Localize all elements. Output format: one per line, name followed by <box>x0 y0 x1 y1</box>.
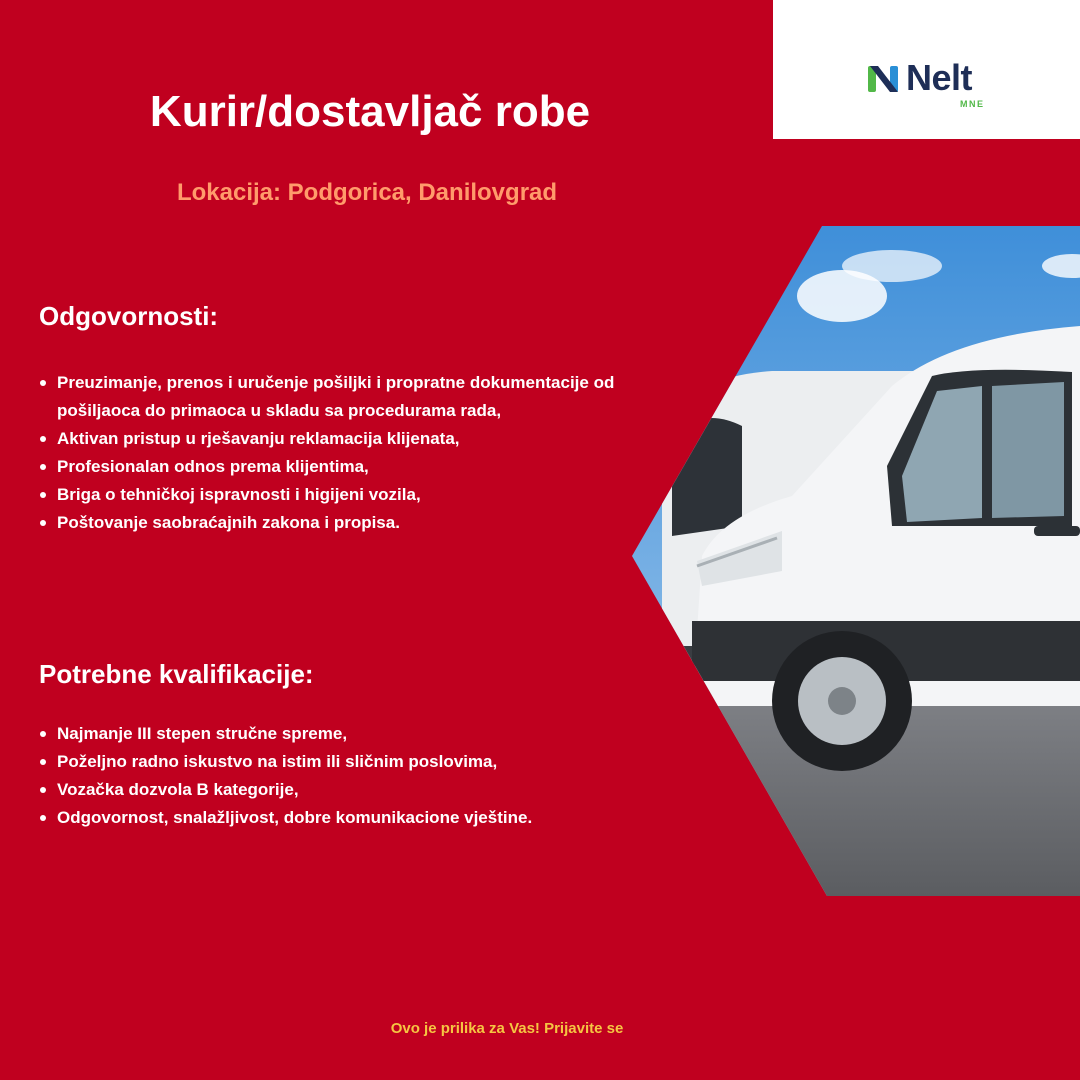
logo-box <box>773 0 1080 139</box>
list-item: Aktivan pristup u rješavanju reklamacija klijenata, <box>39 425 617 453</box>
nelt-logo-icon <box>866 62 900 96</box>
list-item: Najmanje III stepen stručne spreme, <box>39 720 532 748</box>
list-item: Preuzimanje, prenos i uručenje pošiljki i propratne dokumentacije od pošiljaoca do primaoca u skladu sa procedurama rada, <box>39 369 617 425</box>
job-location: Lokacija: Podgorica, Danilovgrad <box>176 179 558 206</box>
responsibilities-heading: Odgovornosti: <box>39 301 219 331</box>
qualifications-heading: Potrebne kvalifikacije: <box>39 659 314 689</box>
job-title: Kurir/dostavljač robe <box>149 87 591 136</box>
responsibilities-list <box>39 369 617 537</box>
logo-wordmark: Nelt <box>906 57 973 98</box>
list-item: Briga o tehničkoj ispravnosti i higijeni vozila, <box>39 481 617 509</box>
delivery-vans-photo <box>632 226 1080 896</box>
list-item: Poželjno radno iskustvo na istim ili sličnim poslovima, <box>39 748 532 776</box>
list-item: Odgovornost, snalažljivost, dobre komunikacione vještine. <box>39 804 532 832</box>
logo-subtext: MNE <box>960 99 985 109</box>
footer-cta: Ovo je prilika za Vas! Prijavite se <box>390 1020 624 1037</box>
list-item: Profesionalan odnos prema klijentima, <box>39 453 617 481</box>
list-item: Poštovanje saobraćajnih zakona i propisa. <box>39 509 617 537</box>
list-item: Vozačka dozvola B kategorije, <box>39 776 532 804</box>
qualifications-list <box>39 720 532 832</box>
